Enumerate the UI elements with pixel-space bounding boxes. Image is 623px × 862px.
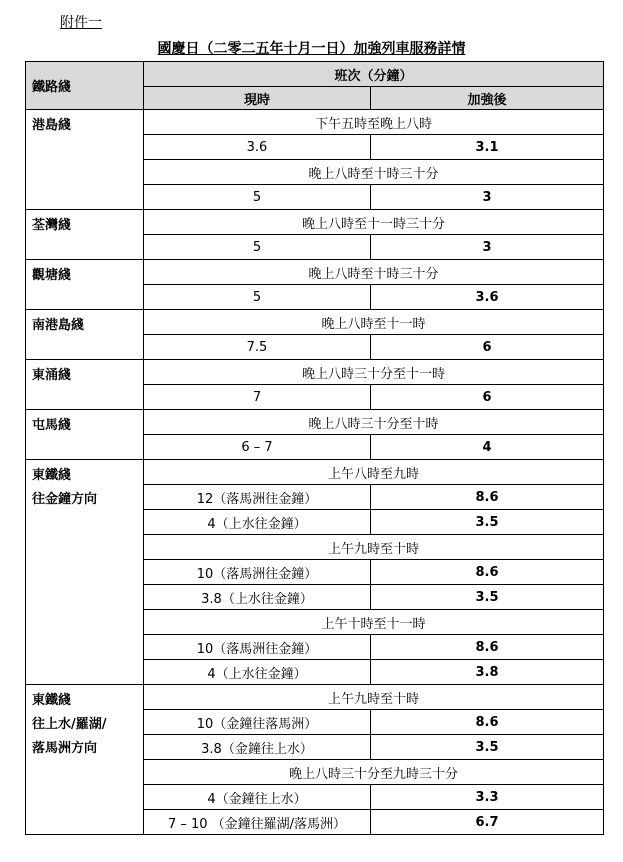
header-enhanced: 加強後 [371,87,604,110]
current-frequency: 7 [144,385,371,410]
enhanced-frequency: 3.1 [371,135,604,160]
table-body [26,110,604,835]
line-name-text: 港島綫 [32,118,72,133]
enhanced-frequency: 3.3 [371,785,604,810]
line-name-text: 往上水/羅湖/ [32,717,107,732]
line-name-text: 屯馬綫 [32,418,72,433]
period-row [26,310,604,335]
line-name-text: 東涌綫 [32,368,72,383]
enhanced-frequency: 8.6 [371,560,604,585]
enhanced-frequency: 3.6 [371,285,604,310]
current-frequency: 12（落馬洲往金鐘） [144,485,371,510]
current-frequency: 5 [144,185,371,210]
line-name-text: 南港島綫 [32,318,85,333]
enhanced-frequency: 3 [371,185,604,210]
current-frequency: 4（上水往金鐘） [144,660,371,685]
period-label: 上午九時至十時 [144,535,604,560]
enhanced-frequency: 8.6 [371,710,604,735]
line-name [26,210,144,260]
period-row [26,685,604,710]
period-row [26,410,604,435]
line-name-text: 往金鐘方向 [32,492,98,507]
enhanced-frequency: 3.5 [371,510,604,535]
period-label: 晚上八時三十分至十一時 [144,360,604,385]
current-frequency: 3.8（金鐘往上水） [144,735,371,760]
enhanced-frequency: 3 [371,235,604,260]
line-name [26,410,144,460]
period-label: 上午十時至十一時 [144,610,604,635]
period-label: 晚上八時三十分至十時 [144,410,604,435]
line-name [26,685,144,835]
current-frequency: 4（金鐘往上水） [144,785,371,810]
current-frequency: 3.6 [144,135,371,160]
line-name [26,310,144,360]
enhanced-frequency: 8.6 [371,635,604,660]
line-name [26,460,144,685]
current-frequency: 3.8（上水往金鐘） [144,585,371,610]
period-row [26,460,604,485]
header-current: 現時 [144,87,371,110]
line-name-text: 荃灣綫 [32,218,72,233]
current-frequency: 10（落馬洲往金鐘） [144,560,371,585]
enhanced-frequency: 8.6 [371,485,604,510]
current-frequency: 10（落馬洲往金鐘） [144,635,371,660]
period-row [26,260,604,285]
line-name-text: 東鐵綫 [32,468,72,483]
period-row [26,210,604,235]
enhanced-frequency: 6 [371,385,604,410]
enhanced-frequency: 3.5 [371,735,604,760]
period-label: 晚上八時至十一時 [144,310,604,335]
period-label: 晚上八時三十分至九時三十分 [144,760,604,785]
enhanced-frequency: 6.7 [371,810,604,835]
enhanced-frequency: 4 [371,435,604,460]
enhanced-frequency: 3.8 [371,660,604,685]
enhanced-frequency: 6 [371,335,604,360]
current-frequency: 7 – 10 （金鐘往羅湖/落馬洲） [144,810,371,835]
header-line: 鐵路綫 [26,62,144,110]
period-row [26,110,604,135]
header-frequency: 班次（分鐘） [144,62,604,87]
period-label: 晚上八時至十時三十分 [144,260,604,285]
period-label: 上午九時至十時 [144,685,604,710]
current-frequency: 7.5 [144,335,371,360]
period-label: 晚上八時至十一時三十分 [144,210,604,235]
line-name [26,110,144,210]
period-label: 上午八時至九時 [144,460,604,485]
line-name-text: 落馬洲方向 [32,741,98,756]
line-name-text: 東鐵綫 [32,693,72,708]
period-label: 下午五時至晚上八時 [144,110,604,135]
line-name-text: 觀塘綫 [32,268,72,283]
current-frequency: 6 – 7 [144,435,371,460]
annex-label: 附件一 [60,15,102,31]
current-frequency: 10（金鐘往落馬洲） [144,710,371,735]
line-name [26,260,144,310]
document-title: 國慶日（二零二五年十月一日）加強列車服務詳情 [157,41,466,57]
current-frequency: 4（上水往金鐘） [144,510,371,535]
service-table [25,61,604,835]
enhanced-frequency: 3.5 [371,585,604,610]
current-frequency: 5 [144,235,371,260]
current-frequency: 5 [144,285,371,310]
period-row [26,360,604,385]
period-label: 晚上八時至十時三十分 [144,160,604,185]
line-name [26,360,144,410]
